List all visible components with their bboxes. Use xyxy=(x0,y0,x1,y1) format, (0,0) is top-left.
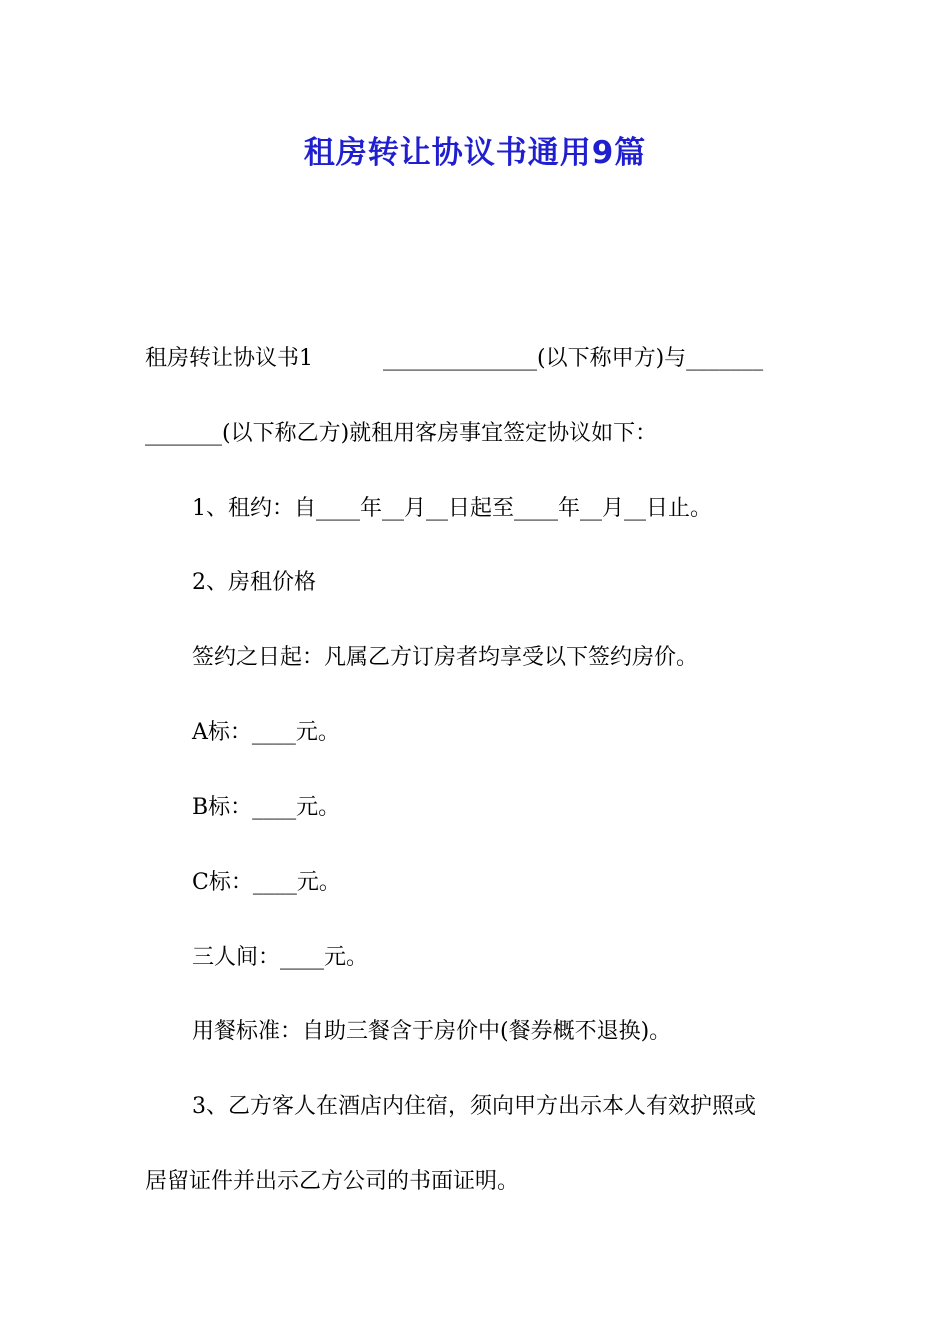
rate-c: C标：____元。 xyxy=(192,870,341,895)
meal-standard: 用餐标准：自助三餐含于房价中(餐券概不退换)。 xyxy=(192,1019,672,1044)
rate-triple-room: 三人间：____元。 xyxy=(192,945,369,970)
parties-line-2: _______(以下称乙方)就租用客房事宜签定协议如下： xyxy=(145,421,658,446)
clause-1-lease-term: 1、租约：自____年__月__日起至____年__月__日止。 xyxy=(192,496,712,521)
agreement-heading-label: 租房转让协议书1 xyxy=(145,346,313,371)
clause-2-rent-price: 2、房租价格 xyxy=(192,570,316,595)
clause-3-line-1: 3、乙方客人在酒店内住宿，须向甲方出示本人有效护照或 xyxy=(192,1094,756,1119)
rate-a: A标：____元。 xyxy=(192,720,340,745)
clause-3-line-2: 居留证件并出示乙方公司的书面证明。 xyxy=(145,1169,520,1194)
document-title: 租房转让协议书通用9篇 xyxy=(303,135,647,171)
signing-note: 签约之日起：凡属乙方订房者均享受以下签约房价。 xyxy=(192,645,699,670)
parties-line-1: ______________(以下称甲方)与_______ xyxy=(383,346,764,371)
rate-b: B标：____元。 xyxy=(192,795,341,820)
